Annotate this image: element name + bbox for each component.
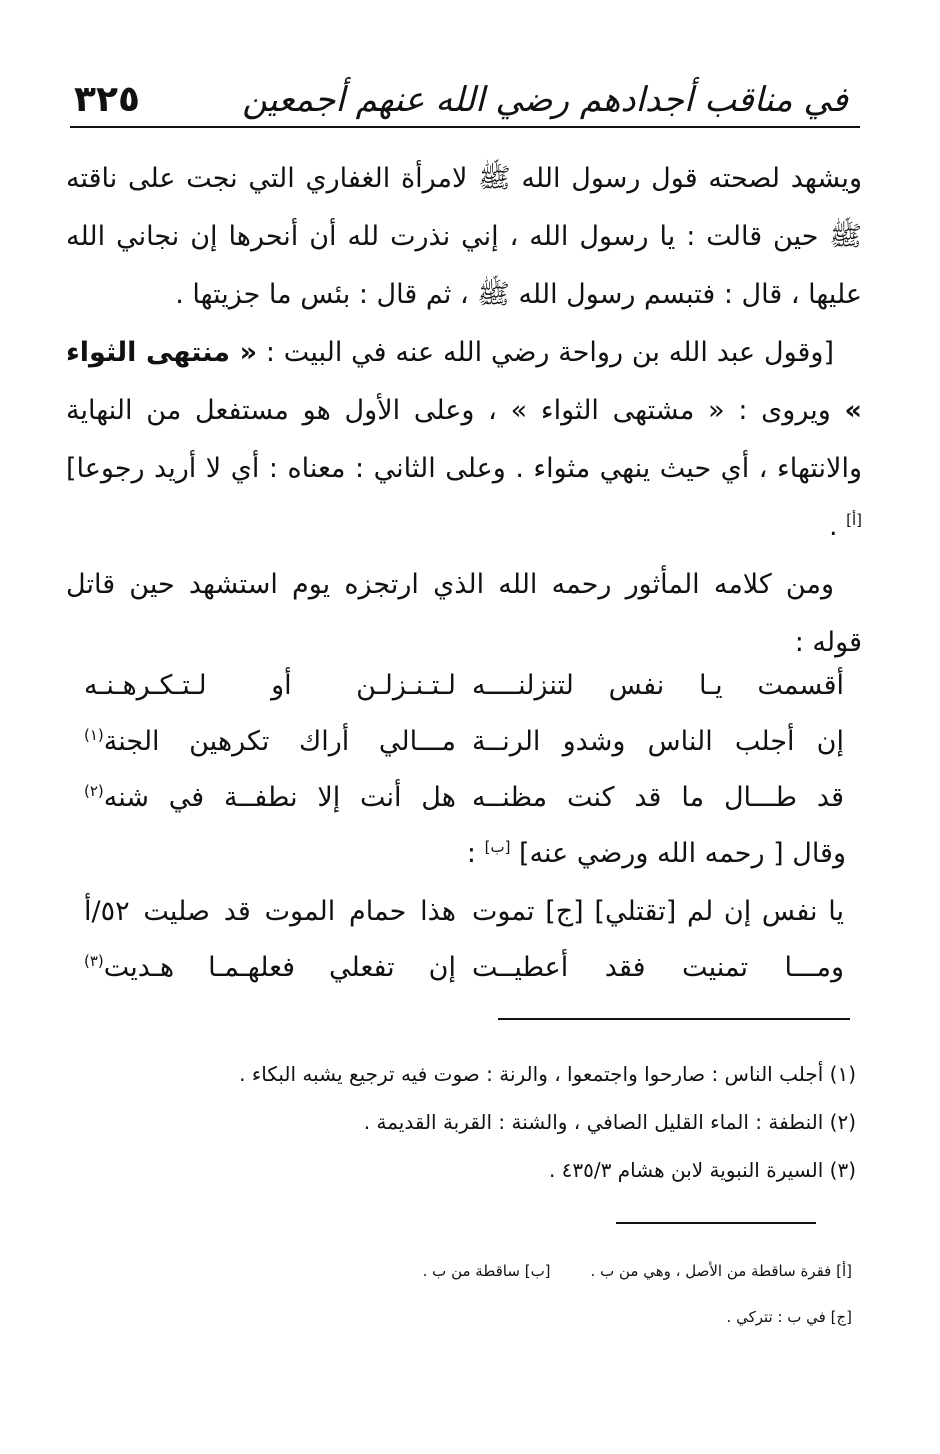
verse-4-second-half [84, 884, 456, 940]
verse-5 [84, 940, 844, 996]
verse-1-second-text: لـتـنـزلـن أو لـتـكـرهـنـه [84, 670, 456, 701]
poem-intro-line [120, 826, 846, 882]
page-number: ٣٢٥ [74, 79, 140, 120]
variant-row-2 [300, 1294, 852, 1340]
main-text [66, 150, 862, 672]
poem-intro-end: : [466, 838, 485, 869]
verse-2-second-text: مـــالي أراك تكرهين الجنة [103, 726, 456, 757]
footnotes [100, 1050, 856, 1194]
verse-5-second-text: إن تفعلي فعلهـمـا هـديت [103, 952, 456, 983]
verse-1 [84, 658, 844, 714]
variant-c: [ج] في ب : تتركي . [726, 1308, 852, 1326]
manuscript-variants [300, 1248, 852, 1340]
paragraph-2-end: . [828, 511, 847, 542]
verse-1-first-half: أقسمت يـا نفس لتنزلنــــه [472, 670, 844, 701]
footnote-1: (١) أجلب الناس : صارحوا واجتمعوا ، والرنة : صوت فيه ترجيع يشبه البكاء . [239, 1062, 856, 1086]
footnote-2: (٢) النطفة : الماء القليل الصافي ، والشنة : القربة القديمة . [363, 1110, 856, 1134]
variant-mark-b: [ب] [484, 838, 511, 856]
paragraph-3: ومن كلامه المأثور رحمه الله الذي ارتجزه يوم استشهد حين قاتل قوله : [66, 569, 862, 658]
variant-row-1 [300, 1248, 852, 1294]
paragraph-2 [66, 324, 862, 556]
variants-divider [616, 1222, 816, 1224]
variant-mark-a: [أ] [846, 511, 862, 529]
paragraph-2-part1: [وقول عبد الله بن رواحة رضي الله عنه في البيت : [257, 337, 834, 368]
verse-2 [84, 714, 844, 770]
paragraph-2-part2: ويروى : « مشتهى الثواء » ، وعلى الأول هو مستفعل من النهاية والانتهاء ، أي حيث ينهي مثواء . وعلى الثاني : معناه : أي لا أريد رجوعا] [66, 395, 862, 484]
verse-1-second-half [84, 658, 456, 714]
verse-2-first-half: إن أجلب الناس وشدو الرنــة [472, 726, 844, 757]
verse-5-second-half [84, 940, 456, 996]
paragraph-1: ويشهد لصحته قول رسول الله ﷺ لامرأة الغفاري التي نجت على ناقته ﷺ حين قالت : يا رسول الله ، إني نذرت لله أن أنحرها إن نجاني الله عليها ، قال : فتبسم رسول الله ﷺ ، ثم قال : بئس ما جزيتها . [66, 163, 862, 310]
verse-3 [84, 770, 844, 826]
poem-1 [84, 658, 844, 826]
header-title: في مناقب أجدادهم رضي الله عنهم أجمعين [242, 80, 848, 120]
verse-3-second-text: هل أنت إلا نطفــة في شنه [103, 782, 456, 813]
verse-3-second-half [84, 770, 456, 826]
running-header [70, 60, 860, 126]
verse-5-first-half: ومـــا تمنيت فقد أعطيــت [472, 952, 844, 983]
paragraph-2-quote: « منتهى الثواء » [66, 337, 862, 426]
variant-a: [أ] فقرة ساقطة من الأصل ، وهي من ب . [590, 1262, 852, 1280]
footnote-ref-2: (٢) [84, 782, 104, 800]
verse-3-first-half: قد طـــال ما قد كنت مظنــه [472, 782, 844, 813]
poem-intro [120, 826, 846, 882]
poem-2 [84, 884, 844, 996]
verse-4-first-half: يا نفس إن لم [تقتلي] [ج] تموت [472, 896, 844, 927]
variant-b: [ب] ساقطة من ب . [422, 1262, 551, 1280]
footnote-ref-1: (١) [84, 726, 104, 744]
header-rule [70, 126, 860, 128]
footnote-ref-3: (٣) [84, 952, 104, 970]
verse-4 [84, 884, 844, 940]
verse-2-second-half [84, 714, 456, 770]
footnote-divider [498, 1018, 850, 1020]
footnote-3: (٣) السيرة النبوية لابن هشام ٤٣٥/٣ . [548, 1158, 856, 1182]
verse-4-second-text: هذا حمام الموت قد صليت ٥٢/أ [84, 896, 456, 927]
poem-intro-text: وقال [ رحمه الله ورضي عنه] [510, 838, 846, 869]
